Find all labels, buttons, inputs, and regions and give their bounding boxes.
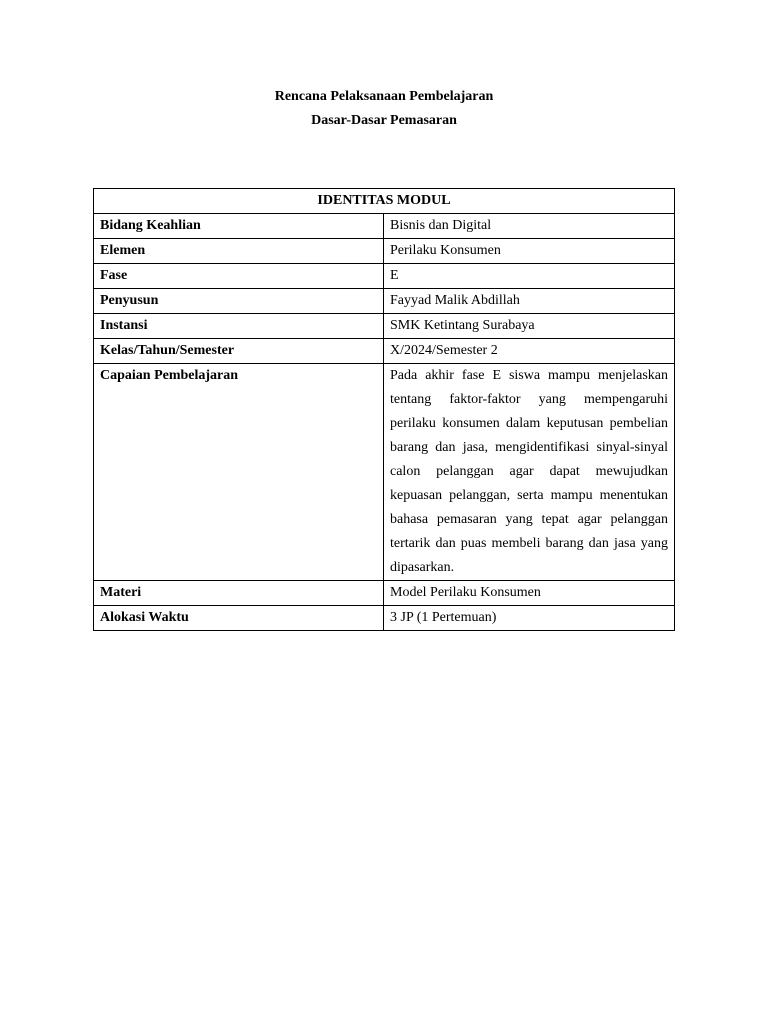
row-label-bidang-keahlian: Bidang Keahlian [94,214,384,239]
row-label-alokasi-waktu: Alokasi Waktu [94,606,384,631]
identitas-modul-table [93,188,675,631]
row-label-instansi: Instansi [94,314,384,339]
row-label-elemen: Elemen [94,239,384,264]
table-row [94,264,675,289]
table-row [94,289,675,314]
row-value-kelas: X/2024/Semester 2 [384,339,675,364]
row-label-materi: Materi [94,581,384,606]
table-row [94,314,675,339]
row-value-alokasi-waktu: 3 JP (1 Pertemuan) [384,606,675,631]
row-value-elemen: Perilaku Konsumen [384,239,675,264]
table-row [94,214,675,239]
row-value-materi: Model Perilaku Konsumen [384,581,675,606]
row-label-penyusun: Penyusun [94,289,384,314]
row-label-capaian: Capaian Pembelajaran [94,364,384,581]
table-header: IDENTITAS MODUL [94,189,675,214]
row-value-fase: E [384,264,675,289]
document-title: Rencana Pelaksanaan Pembelajaran [274,89,494,104]
row-value-penyusun: Fayyad Malik Abdillah [384,289,675,314]
row-label-kelas: Kelas/Tahun/Semester [94,339,384,364]
row-label-fase: Fase [94,264,384,289]
table-row [94,606,675,631]
row-value-instansi: SMK Ketintang Surabaya [384,314,675,339]
table-row [94,364,675,581]
row-value-capaian: Pada akhir fase E siswa mampu menjelaskan tentang faktor-faktor yang mempengaruhi perilaku konsumen dalam keputusan pembelian barang dan jasa, mengidentifikasi sinyal-sinyal calon pelanggan agar dapat mewujudkan kepuasan pelanggan, serta mampu menentukan bahasa pemasaran yang tepat agar pelanggan tertarik dan puas membeli barang dan jasa yang dipasarkan. [384,364,675,581]
row-value-bidang-keahlian: Bisnis dan Digital [384,214,675,239]
table-row [94,339,675,364]
table-row [94,581,675,606]
table-row [94,239,675,264]
table-header-row [94,189,675,214]
document-subtitle: Dasar-Dasar Pemasaran [311,113,457,128]
